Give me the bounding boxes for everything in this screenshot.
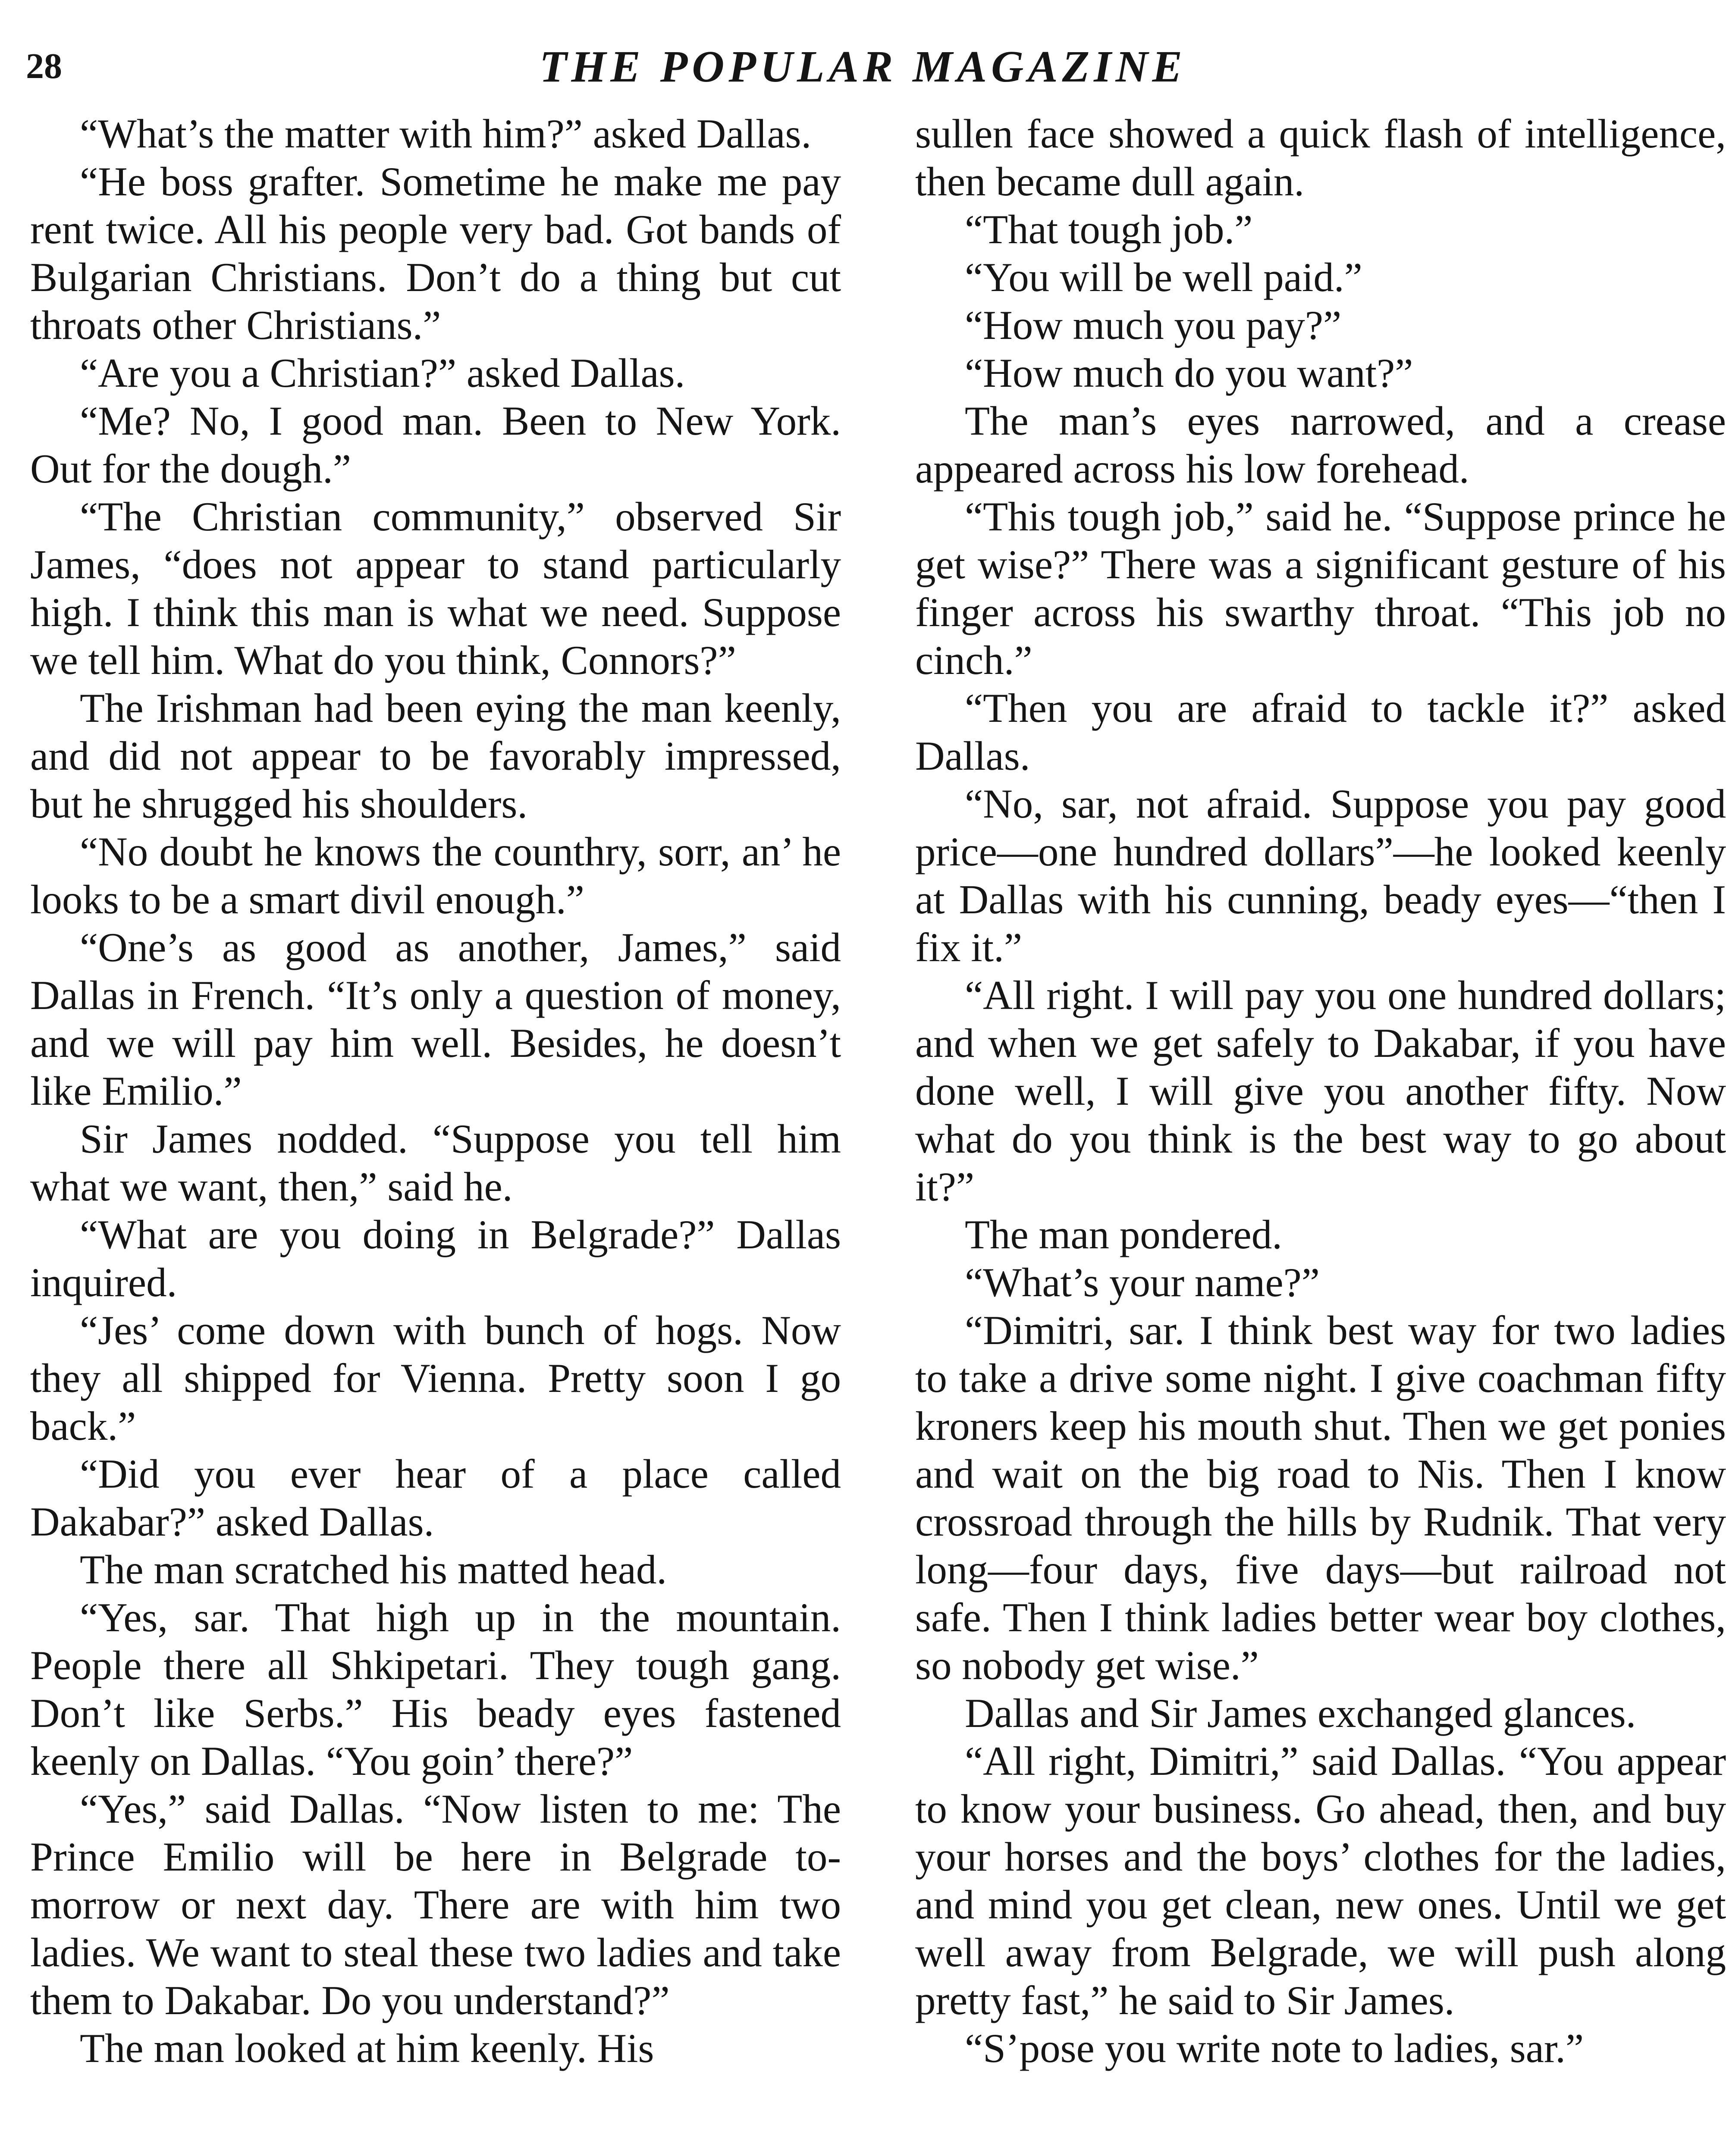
paragraph: “What are you doing in Belgrade?” Dallas inquired. (30, 1212, 841, 1305)
paragraph: The man scratched his matted head. (80, 1547, 667, 1592)
paragraph: “He boss grafter. Sometime he make me pay rent twice. All his people very bad. Got bands of Bulgarian Christians. Don’t do a thing but cut throats other Christians.” (30, 159, 841, 348)
paragraph: Dallas and Sir James exchanged glances. (965, 1690, 1636, 1736)
running-head (26, 41, 1700, 97)
paragraph: “Dimitri, sar. I think best way for two ladies to take a drive some night. I give coachman fifty kroners keep his mouth shut. Then we get ponies and wait on the big road to Nis. Then I know crossroad through the hills by Rudnik. That very long—four days, five days—but railroad not safe. Then I think ladies better wear boy clothes, so nobody get wise.” (915, 1307, 1726, 1688)
paragraph: “Yes, sar. That high up in the mountain. People there all Shkipetari. They tough gang. Don’t like Serbs.” His beady eyes fastened keenly on Dallas. “You goin’ there?” (30, 1595, 841, 1784)
paragraph: “That tough job.” (965, 207, 1253, 252)
page-number: 28 (26, 46, 62, 86)
paragraph: “S’pose you write note to ladies, sar.” (965, 2025, 1584, 2071)
paragraph: “You will be well paid.” (965, 254, 1362, 300)
paragraph: “All right, Dimitri,” said Dallas. “You appear to know your business. Go ahead, then, and buy your horses and the boys’ clothes for the ladies, and mind you get clean, new ones. Until we get well away from Belgrade, we will push along pretty fast,” he said to Sir James. (915, 1738, 1726, 2023)
paragraph: “Are you a Christian?” asked Dallas. (80, 350, 685, 396)
paragraph: The man looked at him keenly. His (80, 2025, 654, 2071)
paragraph: “Yes,” said Dallas. “Now listen to me: The Prince Emilio will be here in Belgrade to-morrow or next day. There are with him two ladies. We want to steal these two ladies and take them to Dakabar. Do you understand?” (30, 1786, 841, 2023)
paragraph: “All right. I will pay you one hundred dollars; and when we get safely to Dakabar, if you have done well, I will give you another fifty. Now what do you think is the best way to go about it?” (915, 972, 1726, 1210)
paragraph: “One’s as good as another, James,” said Dallas in French. “It’s only a question of money, and we will pay him well. Besides, he doesn’t like Emilio.” (30, 924, 841, 1114)
paragraph: “The Christian community,” observed Sir James, “does not appear to stand particularly high. I think this man is what we need. Suppose we tell him. What do you think, Connors?” (30, 494, 841, 683)
paragraph: sullen face showed a quick flash of intelligence, then became dull again. (915, 111, 1726, 204)
paragraph: “Did you ever hear of a place called Dakabar?” asked Dallas. (30, 1451, 841, 1545)
paragraph: “How much you pay?” (965, 302, 1342, 348)
paragraph: “No doubt he knows the counthry, sorr, an’ he looks to be a smart divil enough.” (30, 829, 841, 922)
paragraph: “What’s your name?” (965, 1260, 1320, 1305)
right-column (915, 110, 1726, 2072)
paragraph: The man pondered. (965, 1212, 1282, 1257)
paragraph: The man’s eyes narrowed, and a crease appeared across his low forehead. (915, 398, 1726, 492)
magazine-title: THE POPULAR MAGAZINE (539, 42, 1187, 91)
paragraph: “No, sar, not afraid. Suppose you pay good price—one hundred dollars”—he looked keenly at Dallas with his cunning, beady eyes—“then I fix it.” (915, 781, 1726, 970)
paragraph: Sir James nodded. “Suppose you tell him what we want, then,” said he. (30, 1116, 841, 1210)
paragraph: “Jes’ come down with bunch of hogs. Now they all shipped for Vienna. Pretty soon I go back.” (30, 1307, 841, 1449)
paragraph: “How much do you want?” (965, 350, 1413, 396)
paragraph: The Irishman had been eying the man keenly, and did not appear to be favorably impressed, but he shrugged his shoulders. (30, 685, 841, 827)
paragraph: “What’s the matter with him?” asked Dallas. (80, 111, 812, 157)
paragraph: “Then you are afraid to tackle it?” asked Dallas. (915, 685, 1726, 779)
left-column (30, 110, 841, 2072)
paragraph: “This tough job,” said he. “Suppose prince he get wise?” There was a significant gesture of his finger across his swarthy throat. “This job no cinch.” (915, 494, 1726, 683)
paragraph: “Me? No, I good man. Been to New York. Out for the dough.” (30, 398, 841, 492)
